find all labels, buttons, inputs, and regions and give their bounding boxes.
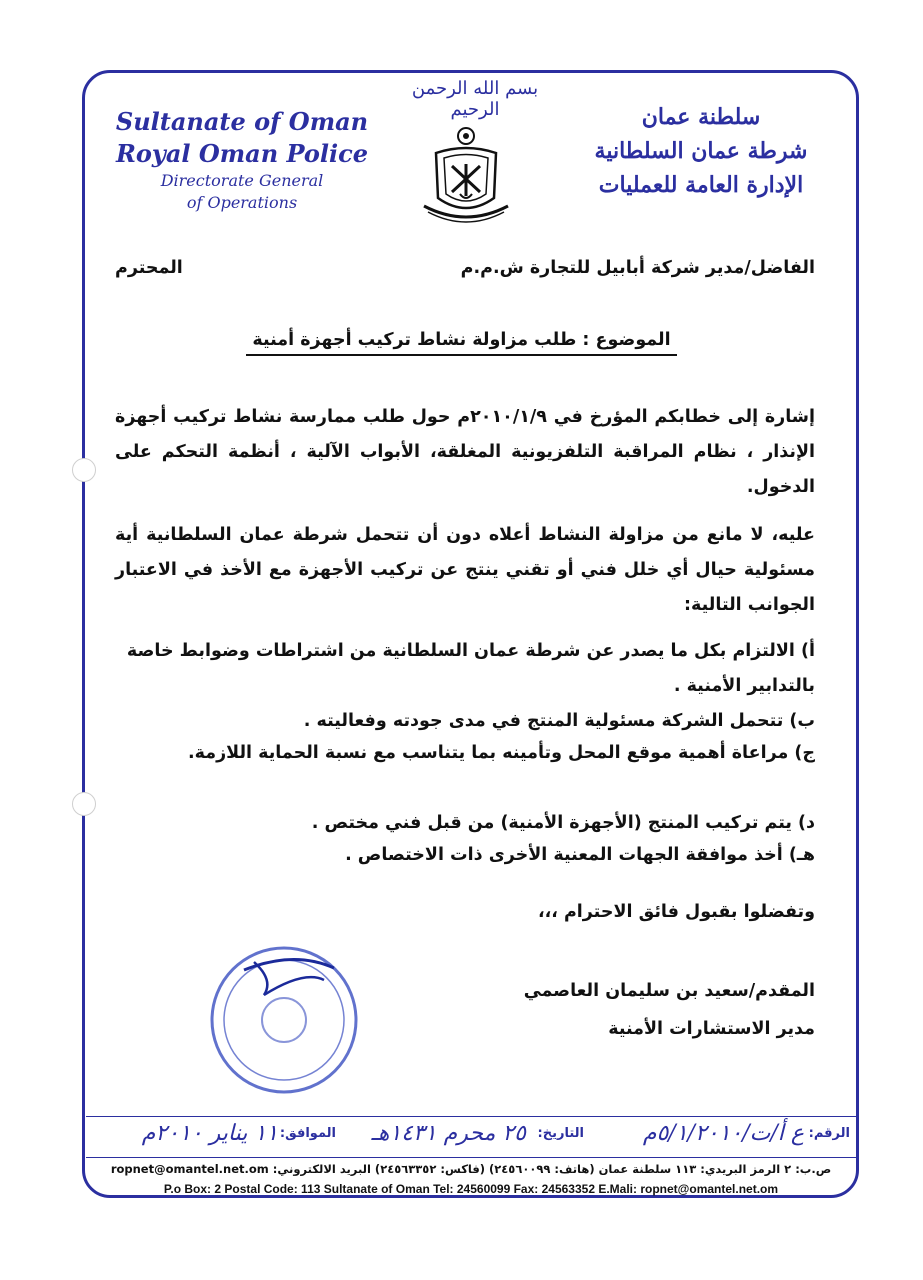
english-letterhead [112,106,372,214]
signatory-name: المقدم/سعيد بن سليمان العاصمي [523,981,815,1001]
arabic-letterhead [581,100,821,202]
list-item: ب) تتحمل الشركة مسئولية المنتج في مدى جودته وفعاليته . [303,711,815,731]
footer-address-arabic: ص.ب: ٢ الرمز البريدي: ١١٣ سلطنة عمان (هاتف: ٢٤٥٦٠٠٩٩) (فاكس: ٢٤٥٦٣٣٥٢) البريد الالكتروني: ropnet@omantel.net.om [110,1162,832,1176]
royal-oman-police-emblem [416,118,516,228]
paragraph-2: عليه، لا مانع من مزاولة النشاط أعلاه دون أن تتحمل شرطة عمان السلطانية أية مسئولية حيال أي خلل فني أو تقني ينتج عن تركيب الأجهزة مع الأخذ في الاعتبار الجوانب التالية: [115,525,815,615]
letterhead-en-line1: Sultanate of Oman [115,107,369,136]
reference-number: ع أ/ت/٥/١/٢٠١٠م [642,1121,804,1146]
list-item: أ) الالتزام بكل ما يصدر عن شرطة عمان السلطانية من اشتراطات وضوابط خاصة بالتدابير الأمنية . [126,641,815,696]
punch-hole-top [72,458,96,482]
list-item: ج) مراعاة أهمية موقع المحل وتأمينه بما يتناسب مع نسبة الحماية اللازمة. [188,743,815,763]
signatory-title: مدير الاستشارات الأمنية [608,1019,815,1039]
punch-hole-bottom [72,792,96,816]
addressee: الفاضل/مدير شركة أبابيل للتجارة ش.م.م [460,258,815,278]
official-stamp [204,940,364,1100]
letterhead-en-line4: of Operations [186,193,298,212]
letterhead-en-line3: Directorate General [160,171,324,190]
list-item: د) يتم تركيب المنتج (الأجهزة الأمنية) من قبل فني مختص . [311,813,815,833]
subject-line [0,330,923,356]
addressee-line [115,258,815,278]
hijri-date: ٢٥ محرم ١٤٣١هـ [371,1121,526,1146]
gregorian-date: ١١ يناير ٢٠١٠م [141,1121,278,1146]
date-label: التاريخ: [537,1126,584,1141]
reference-row [86,1116,856,1158]
gregorian-label: الموافق: [279,1126,336,1141]
list-item: هـ) أخذ موافقة الجهات المعنية الأخرى ذات الاختصاص . [345,845,815,865]
reference-label: الرقم: [808,1126,850,1141]
letterhead-ar-line2: شرطة عمان السلطانية [594,138,808,164]
letterhead-ar-line3: الإدارة العامة للعمليات [598,172,804,198]
respect-salutation: المحترم [115,258,183,278]
letterhead-en-line2: Royal Oman Police [115,139,369,168]
signature-block [395,972,815,1048]
basmala: بسم الله الرحمن الرحيم [411,78,539,120]
letterhead-ar-line1: سلطنة عمان [641,104,761,130]
footer-address-english: P.o Box: 2 Postal Code: 113 Sultanate of Oman Tel: 24560099 Fax: 24563352 E.Mali: ropnet@omantel.net.om [163,1182,779,1196]
subject: الموضوع : طلب مزاولة نشاط تركيب أجهزة أمنية [246,330,676,356]
paragraph-1: إشارة إلى خطابكم المؤرخ في ٢٠١٠/١/٩م حول طلب ممارسة نشاط تركيب أجهزة الإنذار ، نظام المراقبة التلفزيونية المغلقة، الأبواب الآلية ، أنظمة التحكم على الدخول. [115,407,815,497]
closing-line: وتفضلوا بقبول فائق الاحترام ،،، [537,902,815,922]
